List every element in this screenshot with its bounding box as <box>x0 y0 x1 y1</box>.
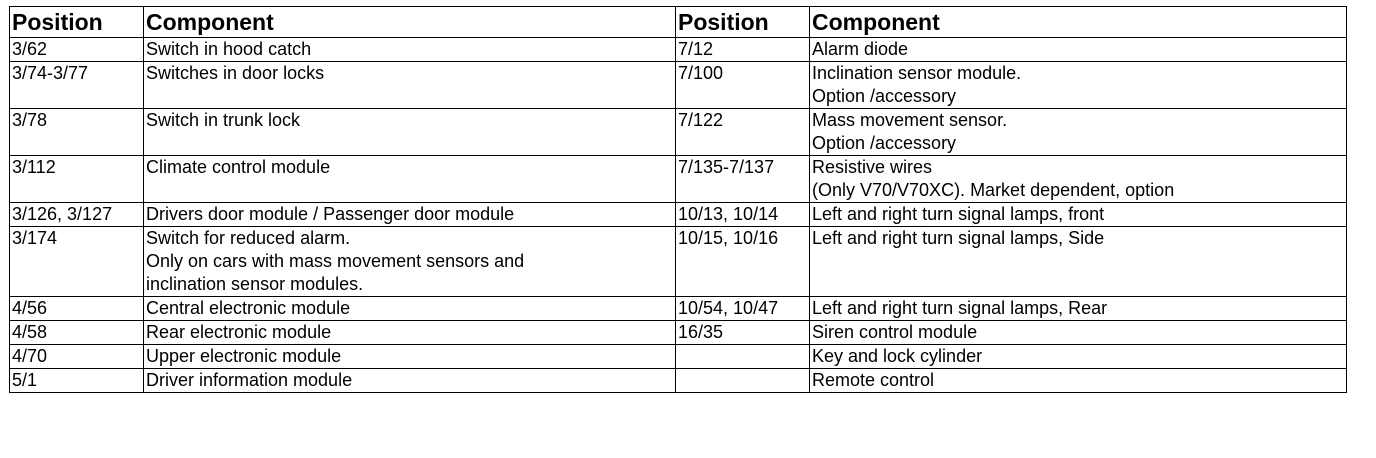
position-left-cell: 4/58 <box>10 321 144 345</box>
position-left-cell: 3/78 <box>10 109 144 156</box>
position-left-cell: 3/74-3/77 <box>10 62 144 109</box>
component-left-cell: Switch in hood catch <box>144 38 676 62</box>
component-left-cell: Upper electronic module <box>144 345 676 369</box>
table-body <box>10 38 1347 393</box>
position-right-cell: 7/100 <box>676 62 810 109</box>
position-right-cell: 7/12 <box>676 38 810 62</box>
position-left-cell: 3/126, 3/127 <box>10 203 144 227</box>
position-left-cell: 3/174 <box>10 227 144 297</box>
header-component-left: Component <box>144 7 676 38</box>
position-left-cell: 4/70 <box>10 345 144 369</box>
position-left-cell: 5/1 <box>10 369 144 393</box>
component-left-cell: Climate control module <box>144 156 676 203</box>
table-row <box>10 345 1347 369</box>
component-left-cell: Central electronic module <box>144 297 676 321</box>
table-row <box>10 227 1347 297</box>
position-right-cell: 10/13, 10/14 <box>676 203 810 227</box>
component-left-cell: Switch for reduced alarm. Only on cars with mass movement sensors and inclination sensor modules. <box>144 227 676 297</box>
table-row <box>10 297 1347 321</box>
position-right-cell <box>676 369 810 393</box>
component-right-cell: Mass movement sensor. Option /accessory <box>810 109 1347 156</box>
component-right-cell: Key and lock cylinder <box>810 345 1347 369</box>
component-right-cell: Left and right turn signal lamps, Rear <box>810 297 1347 321</box>
position-right-cell: 10/54, 10/47 <box>676 297 810 321</box>
position-left-cell: 3/62 <box>10 38 144 62</box>
component-right-cell: Left and right turn signal lamps, Side <box>810 227 1347 297</box>
component-right-cell: Inclination sensor module. Option /accessory <box>810 62 1347 109</box>
component-left-cell: Drivers door module / Passenger door module <box>144 203 676 227</box>
component-left-cell: Switch in trunk lock <box>144 109 676 156</box>
header-component-right: Component <box>810 7 1347 38</box>
component-right-cell: Alarm diode <box>810 38 1347 62</box>
position-left-cell: 4/56 <box>10 297 144 321</box>
table-row <box>10 321 1347 345</box>
component-legend-table <box>9 6 1347 393</box>
component-right-cell: Siren control module <box>810 321 1347 345</box>
header-position-left: Position <box>10 7 144 38</box>
table-row <box>10 203 1347 227</box>
component-left-cell: Rear electronic module <box>144 321 676 345</box>
component-right-cell: Remote control <box>810 369 1347 393</box>
table-row <box>10 369 1347 393</box>
table-row <box>10 62 1347 109</box>
header-position-right: Position <box>676 7 810 38</box>
component-right-cell: Left and right turn signal lamps, front <box>810 203 1347 227</box>
table-row <box>10 156 1347 203</box>
position-right-cell: 7/122 <box>676 109 810 156</box>
position-right-cell <box>676 345 810 369</box>
table-row <box>10 109 1347 156</box>
position-left-cell: 3/112 <box>10 156 144 203</box>
table-row <box>10 38 1347 62</box>
position-right-cell: 16/35 <box>676 321 810 345</box>
table-header-row <box>10 7 1347 38</box>
component-right-cell: Resistive wires (Only V70/V70XC). Market dependent, option <box>810 156 1347 203</box>
component-left-cell: Driver information module <box>144 369 676 393</box>
position-right-cell: 10/15, 10/16 <box>676 227 810 297</box>
position-right-cell: 7/135-7/137 <box>676 156 810 203</box>
component-left-cell: Switches in door locks <box>144 62 676 109</box>
